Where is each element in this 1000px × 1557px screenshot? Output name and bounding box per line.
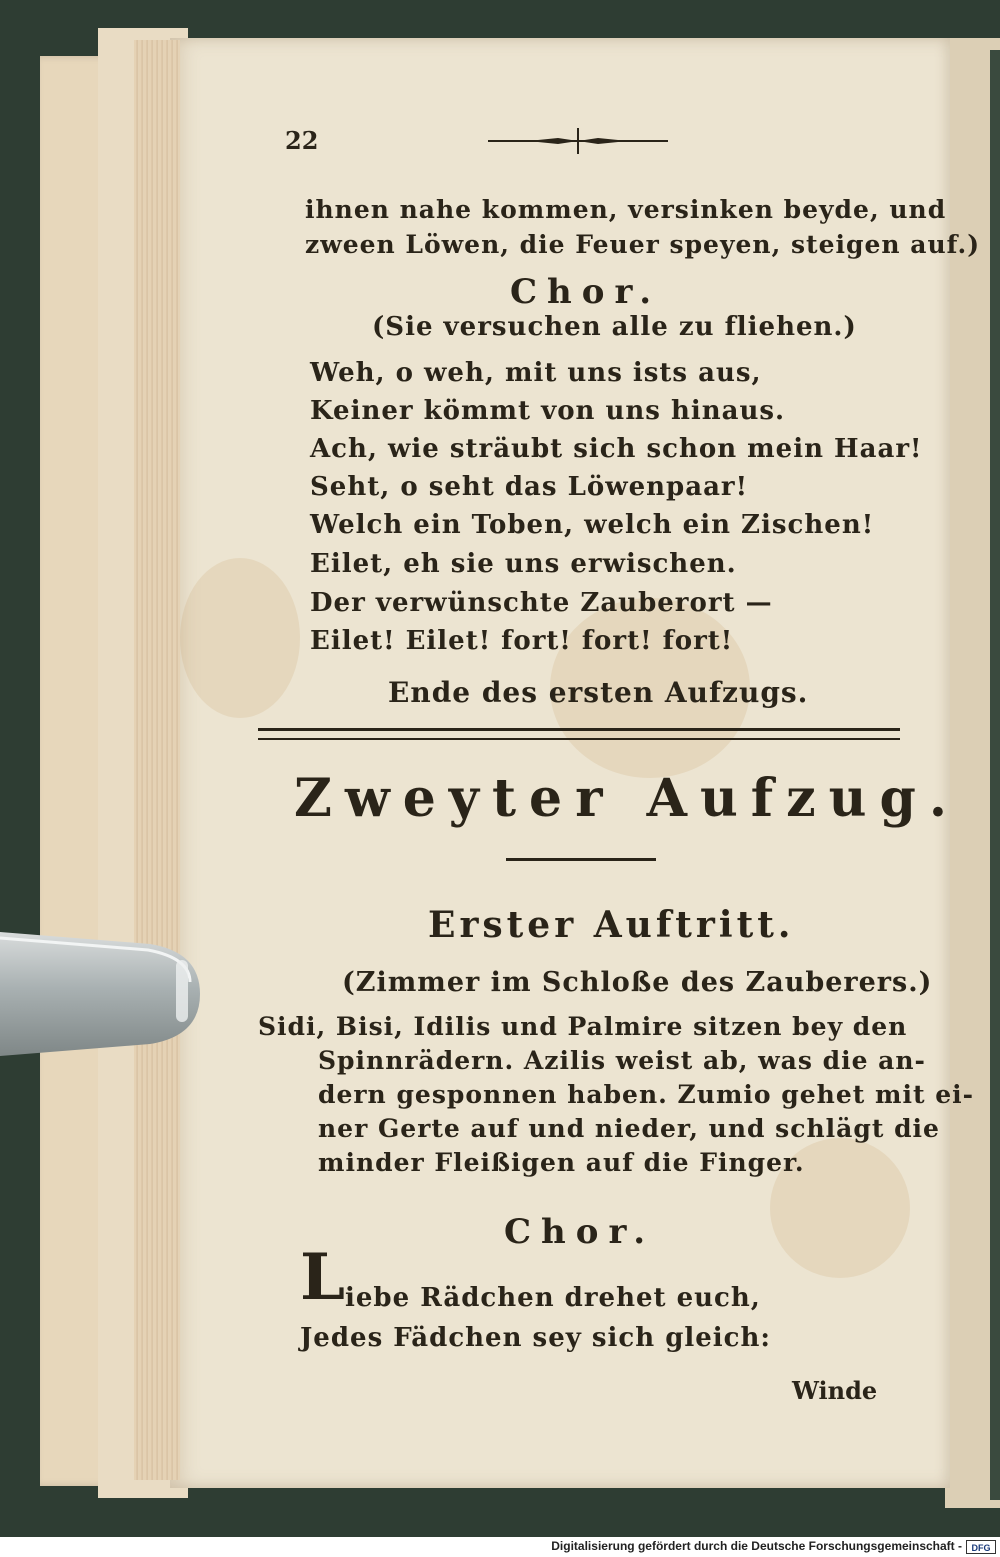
stage-direction-line: dern gesponnen haben. Zumio gehet mit ei- [318, 1080, 974, 1109]
stage-direction-line: Spinnrädern. Azilis weist ab, was die an- [318, 1046, 926, 1075]
dfg-logo: DFG [966, 1540, 996, 1554]
chorus-heading-2: Chor. [504, 1212, 656, 1252]
act-title: Zweyter Aufzug. [294, 768, 960, 829]
end-of-act: Ende des ersten Aufzugs. [388, 676, 809, 709]
verse-line: Eilet, eh sie uns erwischen. [310, 549, 737, 579]
verse-line: Seht, o seht das Löwenpaar! [310, 472, 749, 502]
background-strip [990, 50, 1000, 1500]
stage-direction: (Sie versuchen alle zu fliehen.) [372, 312, 857, 342]
verse-line: Keiner kömmt von uns hinaus. [310, 396, 786, 426]
continuation-line-2: zween Löwen, die Feuer speyen, steigen auf.) [305, 230, 981, 259]
stage-direction-line: minder Fleißigen auf die Finger. [318, 1148, 805, 1177]
continuation-line-1: ihnen nahe kommen, versinken beyde, und [305, 195, 947, 224]
scene-title: Erster Auftritt. [428, 904, 795, 946]
header-ornament [488, 126, 668, 156]
page-holder-tool [0, 932, 205, 1056]
verse-line: Eilet! Eilet! fort! fort! fort! [310, 626, 734, 656]
chorus-heading: Chor. [510, 272, 662, 312]
verse-line: iebe Rädchen drehet euch, [345, 1283, 761, 1313]
scene-setting: (Zimmer im Schloße des Zauberers.) [342, 967, 933, 998]
verse-line: Der verwünschte Zauberort — [310, 588, 773, 618]
page-stain [180, 558, 300, 718]
verse-line: Weh, o weh, mit uns ists aus, [310, 358, 762, 388]
catchword: Winde [792, 1376, 878, 1405]
drop-cap: L [300, 1240, 345, 1315]
footer-credit: Digitalisierung gefördert durch die Deutsche Forschungsgemeinschaft - [551, 1539, 962, 1553]
verse-line: Ach, wie sträubt sich schon mein Haar! [310, 434, 923, 464]
double-rule-top [258, 728, 900, 731]
double-rule-bottom [258, 738, 900, 740]
stage-direction-line: ner Gerte auf und nieder, und schlägt die [318, 1114, 940, 1143]
verse-line: Jedes Fädchen sey sich gleich: [300, 1323, 771, 1353]
page-number: 22 [285, 126, 319, 155]
page-edges [134, 40, 180, 1480]
stage-direction-line: Sidi, Bisi, Idilis und Palmire sitzen bey den [258, 1012, 908, 1041]
verse-line: Welch ein Toben, welch ein Zischen! [310, 510, 875, 540]
section-rule [506, 858, 656, 861]
